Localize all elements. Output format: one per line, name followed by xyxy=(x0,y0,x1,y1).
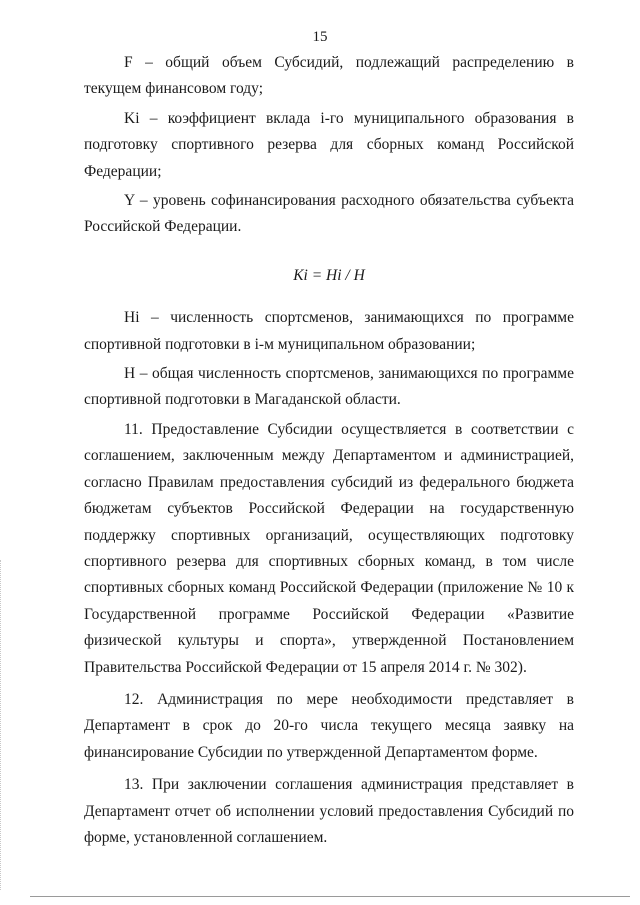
document-body xyxy=(84,50,574,851)
bottom-scan-line xyxy=(30,896,630,897)
paragraph-f-definition: F – общий объем Субсидий, подлежащий распределению в текущем финансовом году; xyxy=(84,54,574,98)
formula-ki: Ki = Hi / H xyxy=(293,266,365,284)
paragraph-ki-definition: Ki – коэффициент вклада i-го муниципального образования в подготовку спортивного резерва для сборных команд Российской Федерации; xyxy=(84,109,574,180)
paragraph-y-definition: Y – уровень софинансирования расходного обязательства субъекта Российской Федерации. xyxy=(84,192,574,236)
paragraph-12: 12. Администрация по мере необходимости представляет в Департамент в срок до 20-го числа текущего месяца заявку на финансирование Субсидии по утвержденной Департаментом форме. xyxy=(84,690,574,761)
paragraph-hi-definition: Hi – численность спортсменов, занимающихся по программе спортивной подготовки в i-м муниципальном образовании; xyxy=(84,309,574,353)
scan-edge-marks xyxy=(0,560,4,890)
paragraph-h-definition: H – общая численность спортсменов, занимающихся по программе спортивной подготовки в Магаданской области. xyxy=(84,365,574,409)
paragraph-11: 11. Предоставление Субсидии осуществляется в соответствии с соглашением, заключенным между Департаментом и администрацией, согласно Правилам предоставления субсидий из федерального бюджета бюджетам субъектов Российской Федерации на государственную поддержку спортивных организаций, осуществляющих подготовку спортивного резерва для спортивных сборных команд, в том числе спортивных сборных команд Российской Федерации (приложение № 10 к Государственной программе Российской Федерации «Развитие физической культуры и спорта», утвержденной Постановлением Правительства Российской Федерации от 15 апреля 2014 г. № 302). xyxy=(84,420,574,676)
paragraph-13: 13. При заключении соглашения администрация представляет в Департамент отчет об исполнении условий предоставления Субсидий по форме, установленной соглашением. xyxy=(84,776,574,846)
page-number: 15 xyxy=(312,29,328,45)
